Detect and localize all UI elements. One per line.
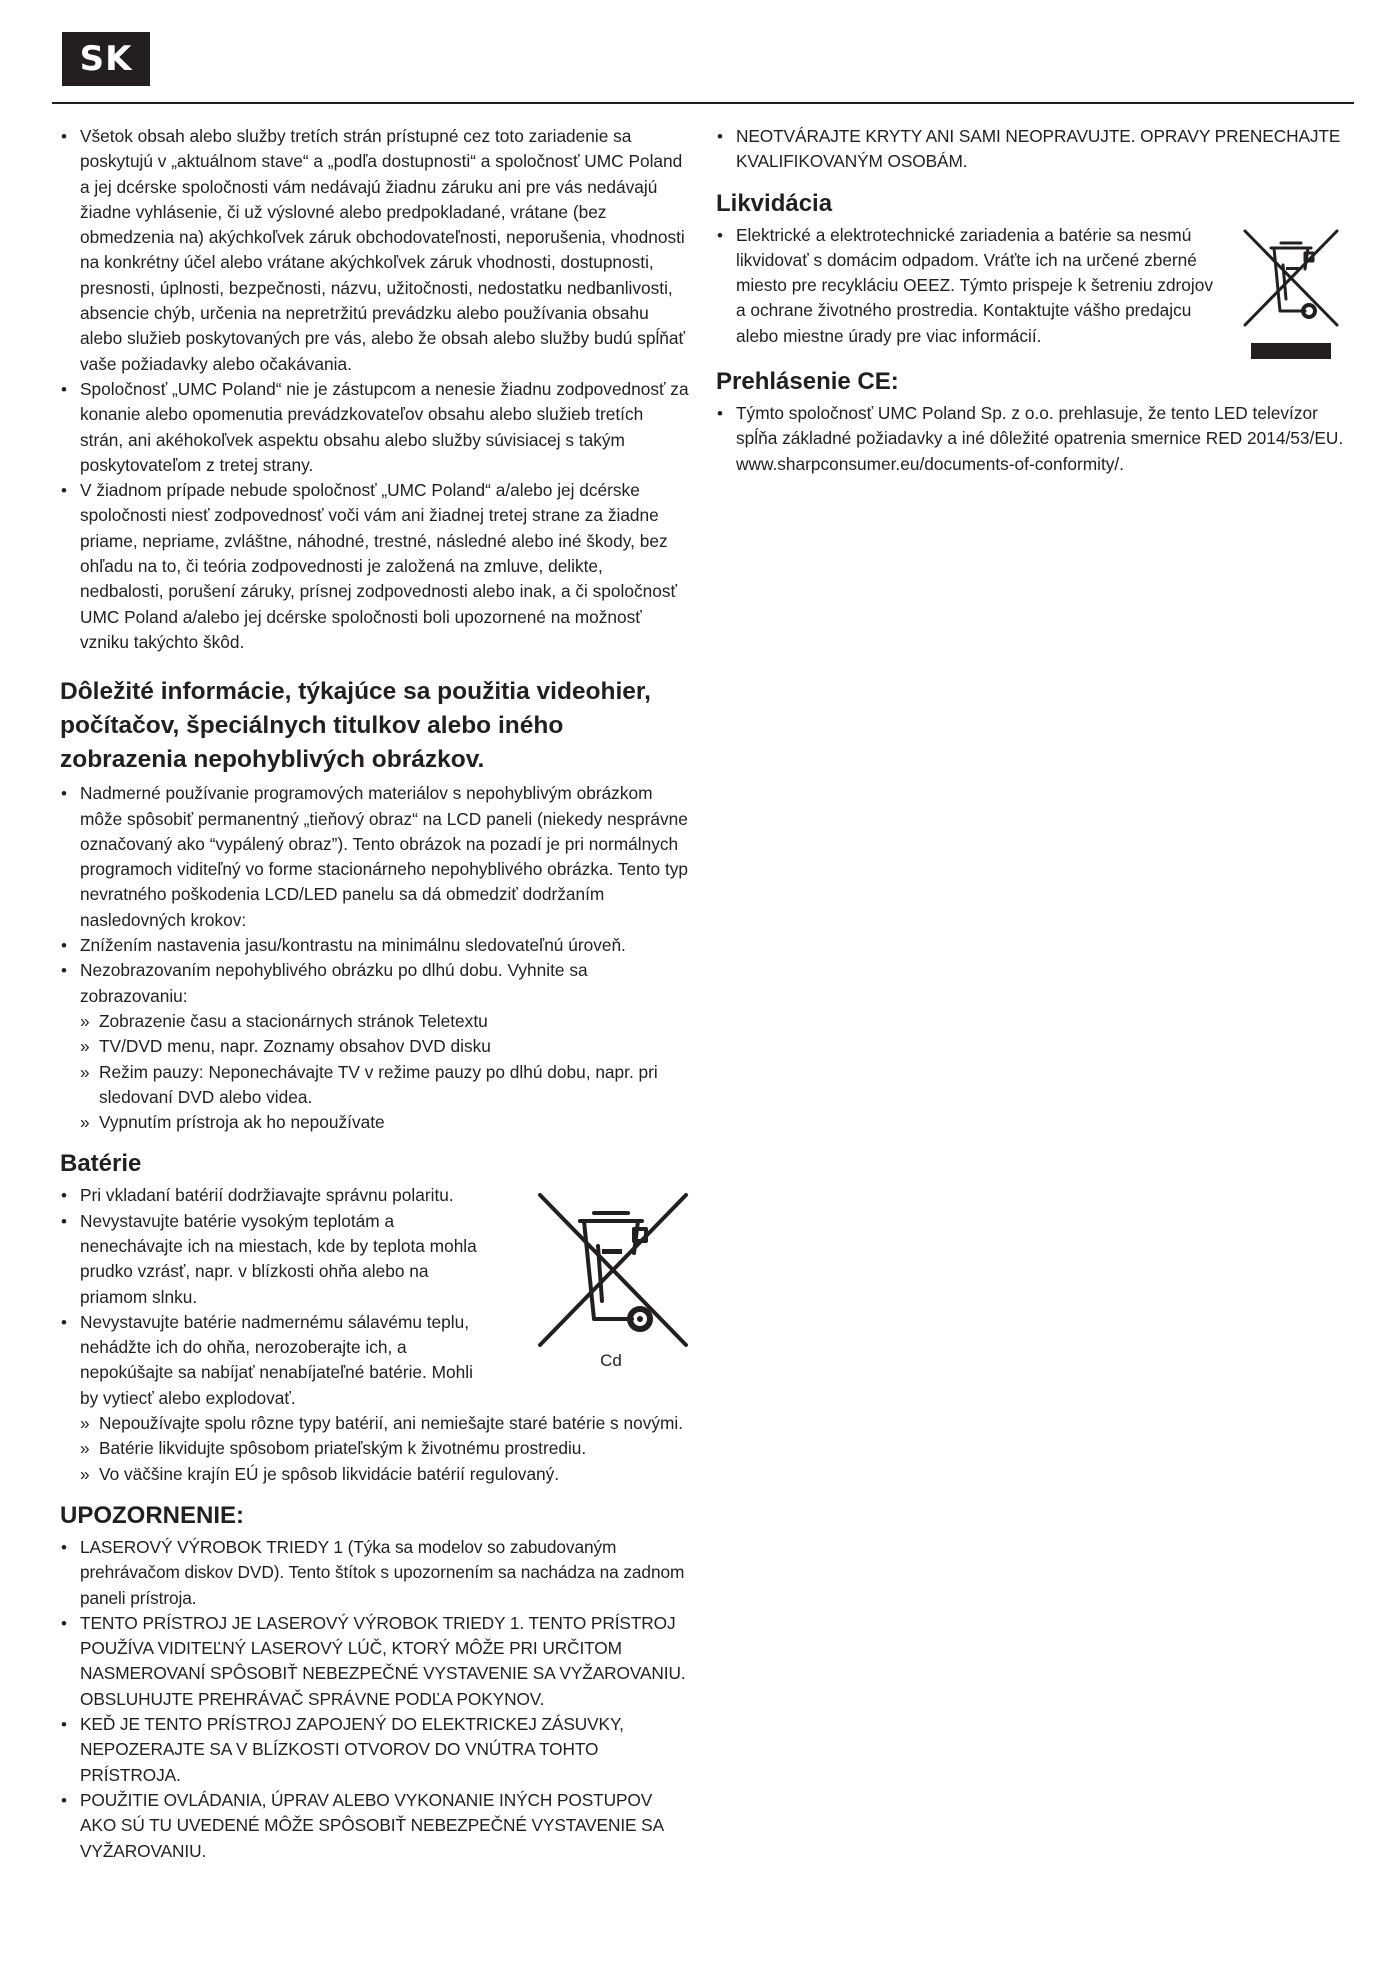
list-item: • Nezobrazovaním nepohyblivého obrázku po dlhú dobu. Vyhnite sa zobrazovaniu: [60,958,690,1009]
language-badge: SK [62,32,150,86]
cd-label: Cd [600,1351,622,1371]
list-item: • Elektrické a elektrotechnické zariadenia a batérie sa nesmú likvidovať s domácim odpadom. Vráťte ich na určené zberné miesto pre recykláciu OEEZ. Týmto prispeje k šetreniu zdrojov a ochrane životného prostredia. Kontaktujte vášho predajcu alebo miestne úrady pre viac informácií. [716,223,1226,349]
list-item: • Nevystavujte batérie nadmernému sálavému teplu, nehádžte ich do ohňa, nerozoberajte ich, a nepokúšajte sa nabíjať nenabíjateľné batérie. Mohli by vytiecť alebo explodovať. [60,1310,490,1411]
list-item: • Všetok obsah alebo služby tretích strán prístupné cez toto zariadenie sa poskytujú v „aktuálnom stave“ a „podľa dostupnosti“ a spoločnosť UMC Poland a jej dcérske spoločnosti vám nedávajú žiadnu záruku ani pre vás nedávajú žiadne vyhlásenie, či už výslovné alebo predpokladané, vrátane (bez obmedzenia na) akýchkoľvek záruk obchodovateľnosti, neporušenia, vhodnosti na konkrétny účel alebo vrátane akýchkoľvek záruk vhodnosti, dostupnosti, presnosti, úplnosti, bezpečnosti, názvu, užitočnosti, nedostatku nedbanlivosti, absencie chýb, určenia na nepretržitú prevádzku alebo používania obsahu alebo služieb poskytovaných pre vás, alebo že obsah alebo služby budú spĺňať vaše požiadavky alebo očakávania. [60,124,690,377]
right-column [716,124,1348,477]
warning-list [60,1535,690,1864]
list-item: • Nevystavujte batérie vysokým teplotám a nenechávajte ich na miestach, kde by teplota mohla prudko vzrásť, napr. v blízkosti ohňa alebo na priamom slnku. [60,1209,490,1310]
list-item: • Nadmerné používanie programových materiálov s nepohyblivým obrázkom môže spôsobiť permanentný „tieňový obraz“ na LCD paneli (niekedy nesprávne označovaný ako “vypálený obraz”). Tento obrázok na pozadí je pri normálnych programoch viditeľný vo forme stacionárneho nepohyblivého obrázka. Tento typ nevratného poškodenia LCD/LED panelu sa dá obmedziť dodržaním nasledovných krokov: [60,781,690,933]
warning-heading: UPOZORNENIE: [60,1501,245,1529]
ce-list [716,401,1348,477]
list-item: • V žiadnom prípade nebude spoločnosť „UMC Poland“ a/alebo jej dcérske spoločnosti niesť zodpovednosť voči vám ani žiadnej tretej strane za žiadne priame, nepriame, zvláštne, náhodné, trestné, následné alebo iné škody, bez ohľadu na to, či teória zodpovednosti je založená na zmluve, delikte, nedbalosti, porušení záruky, prísnej zodpovednosti alebo inak, a či spoločnosť UMC Poland a/alebo jej dcérske spoločnosti boli upozornené na možnosť vzniku takýchto škôd. [60,478,690,655]
sub-list-item: » Zobrazenie času a stacionárnych stránok Teletextu [80,1009,690,1034]
crossed-bin-cd-icon [536,1191,696,1371]
important-list [60,781,690,1009]
list-item: • TENTO PRÍSTROJ JE LASEROVÝ VÝROBOK TRIEDY 1. TENTO PRÍSTROJ POUŽÍVA VIDITEĽNÝ LASEROVÝ LÚČ, KTORÝ MÔŽE PRI URČITOM NASMEROVANÍ SPÔSOBIŤ NEBEZPEČNÉ VYSTAVENIE SA VYŽAROVANIU. OBSLUHUJTE PREHRÁVAČ SPRÁVNE PODĽA POKYNOV. [60,1611,690,1712]
sub-list-item: » Vypnutím prístroja ak ho nepoužívate [80,1110,690,1135]
intro-list [60,124,690,655]
disposal-list [716,223,1226,349]
list-item: • Znížením nastavenia jasu/kontrastu na minimálnu sledovateľnú úroveň. [60,933,690,958]
batteries-heading: Batérie [60,1150,142,1178]
disposal-section [716,223,1348,349]
batteries-sublist [60,1411,690,1487]
batteries-section [60,1183,690,1411]
sub-list-item: » Nepoužívajte spolu rôzne typy batérií, ani nemiešajte staré batérie s novými. [80,1411,690,1436]
service-warning-list [716,124,1348,175]
list-item: • POUŽITIE OVLÁDANIA, ÚPRAV ALEBO VYKONANIE INÝCH POSTUPOV AKO SÚ TU UVEDENÉ MÔŽE SPÔSOBIŤ NEBEZPEČNÉ VYSTAVENIE SA VYŽAROVANIU. [60,1788,690,1864]
list-item: • LASEROVÝ VÝROBOK TRIEDY 1 (Týka sa modelov so zabudovaným prehrávačom diskov DVD). Tento štítok s upozornením sa nachádza na zadnom paneli prístroja. [60,1535,690,1611]
disposal-heading: Likvidácia [716,189,833,217]
list-item: • Pri vkladaní batérií dodržiavajte správnu polaritu. [60,1183,490,1208]
batteries-list [60,1183,490,1411]
sub-list-item: » Vo väčšine krajín EÚ je spôsob likvidácie batérií regulovaný. [80,1462,690,1487]
sub-list-item: » Batérie likvidujte spôsobom priateľským k životnému prostrediu. [80,1436,690,1461]
sub-list-item: » Režim pauzy: Neponechávajte TV v režime pauzy po dlhú dobu, napr. pri sledovaní DVD alebo videa. [80,1060,690,1111]
list-item: • Týmto spoločnosť UMC Poland Sp. z o.o. prehlasuje, že tento LED televízor spĺňa základné požiadavky a iné dôležité opatrenia smernice RED 2014/53/EU. www.sharpconsumer.eu/documents-of-conformity/. [716,401,1348,477]
important-heading: Dôležité informácie, týkajúce sa použitia videohier, počítačov, špeciálnych titulkov alebo iného zobrazenia nepohyblivých obrázkov. [60,678,651,774]
list-item: • Spoločnosť „UMC Poland“ nie je zástupcom a nenesie žiadnu zodpovednosť za konanie alebo opomenutia prevádzkovateľov obsahu alebo služieb tretích strán, ani akéhokoľvek aspektu obsahu alebo služby súvisiacej s takým poskytovateľom z tretej strany. [60,377,690,478]
header-divider [52,102,1354,104]
list-item: • NEOTVÁRAJTE KRYTY ANI SAMI NEOPRAVUJTE. OPRAVY PRENECHAJTE KVALIFIKOVANÝM OSOBÁM. [716,124,1348,175]
sub-list-item: » TV/DVD menu, napr. Zoznamy obsahov DVD disku [80,1034,690,1059]
list-item: • KEĎ JE TENTO PRÍSTROJ ZAPOJENÝ DO ELEKTRICKEJ ZÁSUVKY, NEPOZERAJTE SA V BLÍZKOSTI OTVOROV DO VNÚTRA TOHTO PRÍSTROJA. [60,1712,690,1788]
crossed-bin-weee-icon [1243,229,1339,361]
ce-heading: Prehlásenie CE: [716,368,899,396]
important-sublist [60,1009,690,1135]
left-column [60,124,690,1864]
